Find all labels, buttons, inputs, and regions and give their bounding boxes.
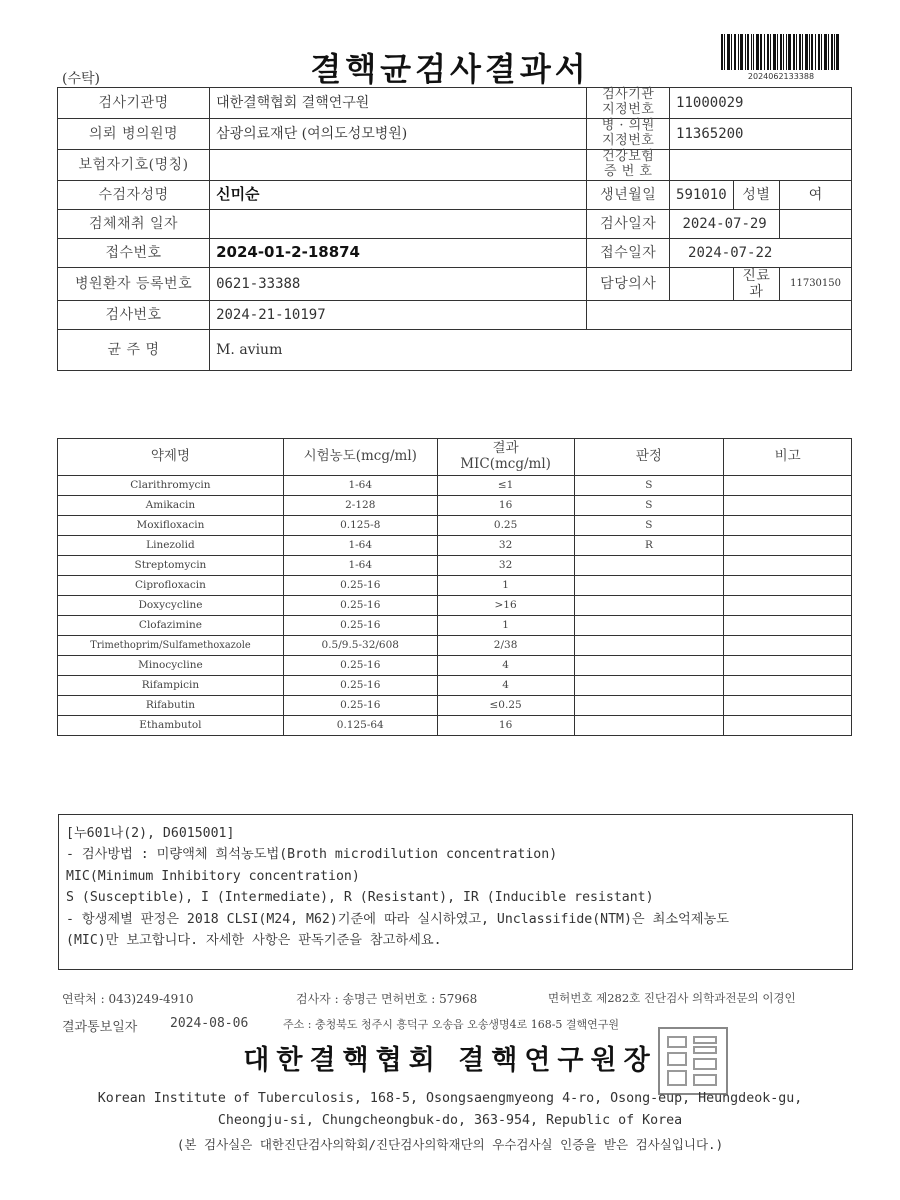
concentration-cell: 0.25-16: [283, 596, 437, 616]
lab-name-label: 검사기관명: [58, 88, 210, 119]
table-header-row: [58, 439, 852, 476]
drug-name-cell: Clofazimine: [58, 616, 284, 636]
note-cell: [724, 516, 852, 536]
col-concentration-header: 시험농도(mcg/ml): [283, 439, 437, 476]
mic-cell: 16: [437, 496, 574, 516]
judgement-cell: [574, 636, 724, 656]
requesting-clinic-value: 삼광의료재단 (여의도성모병원): [210, 118, 587, 149]
test-number-value: 2024-21-10197: [210, 300, 587, 329]
drug-name-cell: Rifampicin: [58, 676, 284, 696]
concentration-cell: 0.25-16: [283, 616, 437, 636]
mic-cell: 32: [437, 536, 574, 556]
note-mic: MIC(Minimum Inhibitory concentration): [66, 868, 360, 884]
table-row: [58, 616, 852, 636]
registration-number-value: 0621-33388: [210, 267, 587, 300]
test-date-extra: [780, 209, 852, 238]
english-address-line-2: Cheongju-si, Chungcheongbuk-do, 363-954, Republic of Korea: [217, 1113, 683, 1128]
certification-note: (본 검사실은 대한진단검사의학회/진단검사의학재단의 우수검사실 인증을 받은 검사실입니다.): [176, 1137, 724, 1152]
drug-name-cell: Ethambutol: [58, 716, 284, 736]
mic-cell: 1: [437, 616, 574, 636]
drug-name-cell: Moxifloxacin: [58, 516, 284, 536]
note-cell: [724, 656, 852, 676]
birth-date-value: 591010: [670, 180, 734, 209]
note-cell: [724, 716, 852, 736]
drug-susceptibility-table: [57, 438, 852, 736]
drug-name-cell: Doxycycline: [58, 596, 284, 616]
concentration-cell: 1-64: [283, 476, 437, 496]
table-row: [58, 556, 852, 576]
note-criteria: - 항생제별 판정은 2018 CLSI(M24, M62)기준에 따라 실시하였고, Unclassifide(NTM)은 최소억제농도: [66, 911, 730, 927]
barcode-number: 2024062133388: [747, 72, 815, 81]
test-date-value: 2024-07-29: [670, 209, 780, 238]
drug-name-cell: Ciprofloxacin: [58, 576, 284, 596]
note-cell: [724, 536, 852, 556]
consignment-tag: (수탁): [62, 71, 100, 87]
drug-name-cell: Rifabutin: [58, 696, 284, 716]
table-row: [58, 656, 852, 676]
insurer-label: 보험자기호(명칭): [58, 149, 210, 180]
test-number-extra: [587, 300, 852, 329]
note-cell: [724, 696, 852, 716]
concentration-cell: 0.25-16: [283, 676, 437, 696]
table-row: [58, 696, 852, 716]
receipt-number-label: 접수번호: [58, 238, 210, 267]
mic-cell: 4: [437, 676, 574, 696]
english-address-line-1: Korean Institute of Tuberculosis, 168-5, Osongsaengmyeong 4-ro, Osong-eup, Heungdeok-gu,: [97, 1091, 803, 1106]
judgement-cell: [574, 656, 724, 676]
judgement-cell: [574, 716, 724, 736]
barcode: [721, 34, 839, 70]
insurer-value: [210, 149, 587, 180]
note-cell: [724, 636, 852, 656]
mic-cell: 1: [437, 576, 574, 596]
judgement-cell: S: [574, 496, 724, 516]
department-value: 11730150: [780, 267, 852, 300]
concentration-cell: 0.25-16: [283, 576, 437, 596]
lab-name-value: 대한결핵협회 결핵연구원: [210, 88, 587, 119]
table-row: [58, 596, 852, 616]
judgement-cell: [574, 676, 724, 696]
judgement-cell: R: [574, 536, 724, 556]
mic-cell: 2/38: [437, 636, 574, 656]
table-row: [58, 576, 852, 596]
receipt-date-label: 접수일자: [587, 238, 670, 267]
judgement-cell: [574, 696, 724, 716]
judgement-cell: [574, 576, 724, 596]
test-date-label: 검사일자: [587, 209, 670, 238]
concentration-cell: 0.5/9.5-32/608: [283, 636, 437, 656]
patient-name-label: 수검자성명: [58, 180, 210, 209]
note-cell: [724, 616, 852, 636]
strain-value: M. avium: [210, 329, 852, 370]
mic-cell: 32: [437, 556, 574, 576]
mic-cell: ≤1: [437, 476, 574, 496]
note-cell: [724, 556, 852, 576]
registration-number-label: 병원환자 등록번호: [58, 267, 210, 300]
note-legend: S (Susceptible), I (Intermediate), R (Resistant), IR (Inducible resistant): [66, 890, 654, 906]
table-row: [58, 676, 852, 696]
clinic-code-value: 11365200: [670, 118, 852, 149]
table-row: [58, 536, 852, 556]
mic-cell: ≤0.25: [437, 696, 574, 716]
drug-name-cell: Minocycline: [58, 656, 284, 676]
korean-address: 주소 : 충청북도 청주시 흥덕구 오송읍 오송생명4로 168-5 결핵연구원: [283, 1018, 620, 1031]
test-number-label: 검사번호: [58, 300, 210, 329]
note-reference: (MIC)만 보고합니다. 자세한 사항은 판독기준을 참고하세요.: [66, 933, 442, 949]
note-cell: [724, 476, 852, 496]
mic-cell: >16: [437, 596, 574, 616]
judgement-cell: [574, 616, 724, 636]
note-method: - 검사방법 : 미량액체 희석농도법(Broth microdilution concentration): [66, 847, 558, 863]
concentration-cell: 0.125-64: [283, 716, 437, 736]
requesting-clinic-label: 의뢰 병의원명: [58, 118, 210, 149]
department-label: 진료과: [733, 267, 780, 300]
doctor-value: [670, 267, 734, 300]
table-row: [58, 496, 852, 516]
receipt-date-value: 2024-07-22: [670, 238, 852, 267]
judgement-cell: [574, 556, 724, 576]
birth-date-label: 생년월일: [587, 180, 670, 209]
mic-cell: 16: [437, 716, 574, 736]
concentration-cell: 2-128: [283, 496, 437, 516]
document-title: 결핵균검사결과서: [310, 50, 590, 88]
collection-date-label: 검체채취 일자: [58, 209, 210, 238]
lab-code-label: 검사기관 지정번호: [587, 88, 670, 119]
concentration-cell: 1-64: [283, 556, 437, 576]
doctor-label: 담당의사: [587, 267, 670, 300]
drug-name-cell: Streptomycin: [58, 556, 284, 576]
institution-name: 대한결핵협회 결핵연구원장: [243, 1045, 657, 1076]
report-date-label: 결과통보일자: [62, 1020, 138, 1035]
method-notes: [58, 814, 853, 970]
note-cell: [724, 576, 852, 596]
collection-date-value: [210, 209, 587, 238]
mic-cell: 4: [437, 656, 574, 676]
table-row: [58, 636, 852, 656]
judgement-cell: S: [574, 516, 724, 536]
table-row: [58, 476, 852, 496]
concentration-cell: 0.25-16: [283, 696, 437, 716]
drug-name-cell: Trimethoprim/Sulfamethoxazole: [58, 636, 284, 656]
note-cell: [724, 596, 852, 616]
col-drug-header: 약제명: [58, 439, 284, 476]
drug-name-cell: Linezolid: [58, 536, 284, 556]
strain-label: 균 주 명: [58, 329, 210, 370]
contact-info: 연락처 : 043)249-4910: [62, 992, 194, 1006]
patient-info-table: [57, 87, 852, 371]
drug-name-cell: Amikacin: [58, 496, 284, 516]
sex-value: 여: [780, 180, 852, 209]
concentration-cell: 0.125-8: [283, 516, 437, 536]
physician-license: 면허번호 제282호 진단검사 의학과전문의 이경인: [548, 991, 796, 1005]
table-row: [58, 516, 852, 536]
col-note-header: 비고: [724, 439, 852, 476]
concentration-cell: 0.25-16: [283, 656, 437, 676]
lab-code-value: 11000029: [670, 88, 852, 119]
note-code: [누601나(2), D6015001]: [66, 826, 235, 841]
health-insurance-label: 건강보험 증 번 호: [587, 149, 670, 180]
table-row: [58, 716, 852, 736]
sex-label: 성별: [733, 180, 780, 209]
note-cell: [724, 496, 852, 516]
judgement-cell: S: [574, 476, 724, 496]
tester-info: 검사자 : 송명근 면허번호 : 57968: [296, 992, 478, 1006]
drug-name-cell: Clarithromycin: [58, 476, 284, 496]
col-result-header: 결과 MIC(mcg/ml): [437, 439, 574, 476]
note-cell: [724, 676, 852, 696]
mic-cell: 0.25: [437, 516, 574, 536]
health-insurance-value: [670, 149, 852, 180]
concentration-cell: 1-64: [283, 536, 437, 556]
report-date-value: 2024-08-06: [170, 1016, 249, 1031]
receipt-number-value: 2024-01-2-18874: [210, 238, 587, 267]
col-judgement-header: 판정: [574, 439, 724, 476]
clinic-code-label: 병 · 의원 지정번호: [587, 118, 670, 149]
judgement-cell: [574, 596, 724, 616]
patient-name-value: 신미순: [210, 180, 587, 209]
